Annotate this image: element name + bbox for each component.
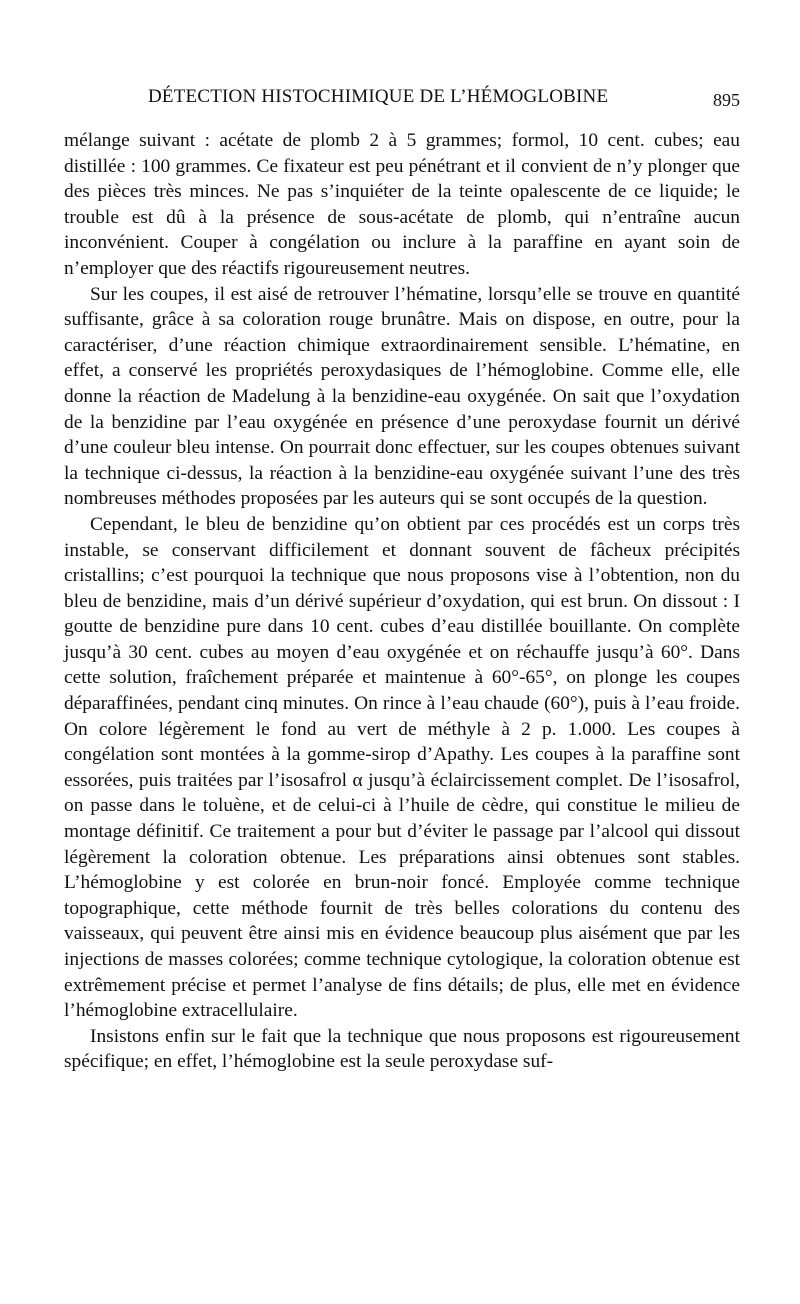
running-title: DÉTECTION HISTOCHIMIQUE DE L’HÉMOGLOBINE: [148, 86, 609, 107]
paragraph-hematine: Sur les coupes, il est aisé de retrouver l’hématine, lorsqu’elle se trouve en quantité suffisante, grâce à sa coloration rouge brunâtre. Mais on dispose, en outre, pour la caractériser, d’une réaction chimique extraordinairement sensible. L’hématine, en effet, a conservé les propriétés peroxydasiques de l’hémoglobine. Comme elle, elle donne la réaction de Madelung à la benzidine-eau oxygénée. On sait que l’oxydation de la benzidine par l’eau oxygénée en présence d’une peroxydase fournit un dérivé d’une couleur bleu intense. On pourrait donc effectuer, sur les coupes obtenues suivant la technique ci-dessus, la réaction à la benzidine-eau oxygénée suivant l’une des très nombreuses méthodes proposées par les auteurs qui se sont occupés de la question.: [64, 283, 740, 510]
paragraph-technique: Cependant, le bleu de benzidine qu’on obtient par ces procédés est un corps très instable, se conservant difficilement et donnant souvent de fâcheux précipités cristallins; c’est pourquoi la technique que nous proposons vise à l’obtention, non du bleu de benzidine, mais d’un dérivé supérieur d’oxydation, qui est brun. On dissout : I goutte de benzidine pure dans 10 cent. cubes d’eau distillée bouillante. On complète jusqu’à 30 cent. cubes au moyen d’eau oxygénée et on réchauffe jusqu’à 60°. Dans cette solution, fraîchement préparée et maintenue à 60°-65°, on plonge les coupes déparaffinées, pendant cinq minutes. On rince à l’eau chaude (60°), puis à l’eau froide. On colore légèrement le fond au vert de méthyle à 2 p. 1.000. Les coupes à congélation sont montées à la gomme-sirop d’Apathy. Les coupes à la paraffine sont essorées, puis traitées par l’isosafrol α jusqu’à éclaircissement complet. De l’isosafrol, on passe dans le toluène, et de celui-ci à l’huile de cèdre, qui constitue le milieu de montage définitif. Ce traitement a pour but d’éviter le passage par l’alcool qui dissout légèrement la coloration obtenue. Les préparations ainsi obtenues sont stables. L’hémoglobine y est colorée en brun-noir foncé. Employée comme technique topographique, cette méthode fournit de très belles colorations du contenu des vaisseaux, qui peuvent être ainsi mis en évidence beaucoup plus aisément que par les injections de masses colorées; comme technique cytologique, la coloration obtenue est extrêmement précise et permet l’analyse de fins détails; de plus, elle met en évidence l’hémoglobine extracellulaire.: [64, 513, 740, 1022]
book-page: [64, 82, 740, 1075]
page-header: [64, 82, 740, 122]
paragraph-specificity: Insistons enfin sur le fait que la technique que nous proposons est rigoureusement spécifique; en effet, l’hémoglobine est la seule peroxydase suf-: [64, 1025, 740, 1073]
paragraph-continuation: mélange suivant : acétate de plomb 2 à 5 grammes; formol, 10 cent. cubes; eau distillée : 100 grammes. Ce fixateur est peu pénétrant et il convient de n’y plonger que des pièces très minces. Ne pas s’inquiéter de la teinte opalescente de ce liquide; le trouble est dû à la présence de sous-acétate de plomb, qui n’entraîne aucun inconvénient. Couper à congélation ou inclure à la paraffine en ayant soin de n’employer que des réactifs rigoureusement neutres.: [64, 130, 740, 279]
body-text: [64, 128, 740, 1075]
page-number: 895: [713, 90, 740, 110]
